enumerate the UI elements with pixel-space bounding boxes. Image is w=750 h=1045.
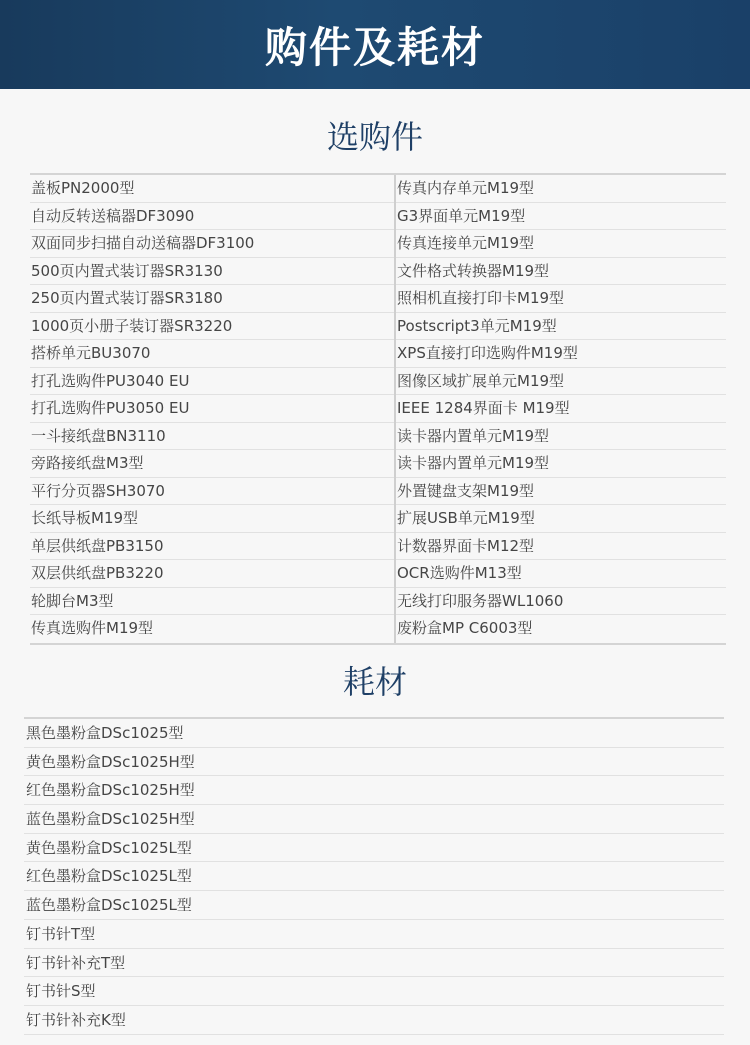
list-item: 钉书针补充T型 — [24, 949, 724, 978]
list-item: 长纸导板M19型 — [30, 505, 394, 533]
list-item: 计数器界面卡M12型 — [396, 533, 726, 561]
list-item: 蓝色墨粉盒DSc1025H型 — [24, 805, 724, 834]
list-item: 打孔选购件PU3050 EU — [30, 395, 394, 423]
list-item: 旁路接纸盘M3型 — [30, 450, 394, 478]
list-item: 读卡器内置单元M19型 — [396, 450, 726, 478]
list-item: 红色墨粉盒DSc1025L型 — [24, 862, 724, 891]
list-item: 无线打印服务器WL1060 — [396, 588, 726, 616]
list-item: XPS直接打印选购件M19型 — [396, 340, 726, 368]
consumables-list — [24, 717, 724, 1035]
list-item: Postscript3单元M19型 — [396, 313, 726, 341]
list-item: 传真内存单元M19型 — [396, 175, 726, 203]
list-item: 蓝色墨粉盒DSc1025L型 — [24, 891, 724, 920]
list-item: 单层供纸盘PB3150 — [30, 533, 394, 561]
consumables-section-title: 耗材 — [342, 663, 407, 701]
list-item: 钉书针补充K型 — [24, 1006, 724, 1035]
list-item: 250页内置式装订器SR3180 — [30, 285, 394, 313]
list-item: 钉书针T型 — [24, 920, 724, 949]
list-item: 黄色墨粉盒DSc1025H型 — [24, 748, 724, 777]
list-item: 废粉盒MP C6003型 — [397, 619, 533, 637]
list-item: G3界面单元M19型 — [396, 203, 726, 231]
list-item: 500页内置式装订器SR3130 — [30, 258, 394, 286]
list-item: 打孔选购件PU3040 EU — [30, 368, 394, 396]
list-item: OCR选购件M13型 — [396, 560, 726, 588]
list-item: 红色墨粉盒DSc1025H型 — [24, 776, 724, 805]
list-item: 传真选购件M19型 — [31, 619, 154, 637]
list-item: 轮脚台M3型 — [30, 588, 394, 616]
list-item: 自动反转送稿器DF3090 — [30, 203, 394, 231]
list-item: 平行分页器SH3070 — [30, 478, 394, 506]
list-item: 外置键盘支架M19型 — [396, 478, 726, 506]
list-item: 钉书针S型 — [24, 977, 724, 1006]
list-item: 文件格式转换器M19型 — [396, 258, 726, 286]
list-item: 扩展USB单元M19型 — [396, 505, 726, 533]
banner-title: 购件及耗材 — [264, 22, 485, 72]
list-item: 照相机直接打印卡M19型 — [396, 285, 726, 313]
options-heading-block — [0, 89, 750, 156]
list-item: 黑色墨粉盒DSc1025型 — [24, 719, 724, 748]
list-item: 图像区域扩展单元M19型 — [396, 368, 726, 396]
list-item: 搭桥单元BU3070 — [30, 340, 394, 368]
list-item: 传真连接单元M19型 — [396, 230, 726, 258]
options-table — [30, 173, 726, 645]
list-item: 双层供纸盘PB3220 — [30, 560, 394, 588]
list-item: 盖板PN2000型 — [30, 175, 394, 203]
options-section-title: 选购件 — [326, 118, 423, 156]
list-item: 双面同步扫描自动送稿器DF3100 — [30, 230, 394, 258]
options-left-column — [30, 175, 396, 643]
list-item: 一斗接纸盘BN3110 — [30, 423, 394, 451]
list-item: 黄色墨粉盒DSc1025L型 — [24, 834, 724, 863]
consumables-heading-block — [0, 645, 750, 701]
header-banner — [0, 0, 750, 89]
list-item: IEEE 1284界面卡 M19型 — [396, 395, 726, 423]
list-item: 1000页小册子装订器SR3220 — [30, 313, 394, 341]
list-item: 读卡器内置单元M19型 — [396, 423, 726, 451]
options-right-column — [396, 175, 726, 643]
